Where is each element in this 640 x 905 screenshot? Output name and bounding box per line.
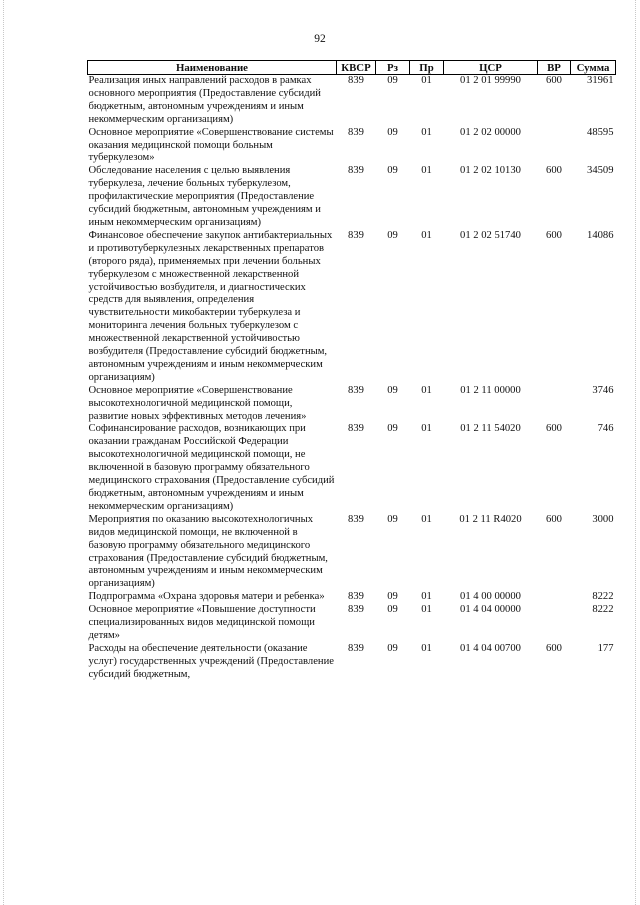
table-row <box>88 385 616 424</box>
row-kvsr: 839 <box>348 126 364 138</box>
header-name: Наименование <box>88 61 337 75</box>
row-name: Основное мероприятие «Повышение доступности специализированных видов медицинской помощи детям» <box>88 604 316 641</box>
row-sum: 3746 <box>592 384 614 396</box>
header-rz: Рз <box>376 61 410 75</box>
row-name: Мероприятия по оказанию высокотехнологичных видов медицинской помощи, не включенной в базовую программу обязательного медицинского страхования (Предоставление субсидий бюджетным, автономным учреждениям и иным некоммерческим организациям) <box>88 513 328 590</box>
row-kvsr: 839 <box>348 165 364 177</box>
row-csr: 01 2 02 10130 <box>460 165 521 177</box>
row-name: Подпрограмма «Охрана здоровья матери и ребенка» <box>88 591 325 603</box>
row-pr: 01 <box>421 591 432 603</box>
table-row <box>88 591 616 604</box>
row-name: Реализация иных направлений расходов в рамках основного мероприятия (Предоставление субсидий бюджетным, автономным учреждениям и иным некоммерческим организациям) <box>88 75 321 125</box>
page-number: 92 <box>314 33 326 45</box>
row-sum: 48595 <box>587 126 614 138</box>
row-rz: 09 <box>387 384 398 396</box>
row-rz: 09 <box>387 229 398 241</box>
header-sum: Сумма <box>571 61 616 75</box>
row-name: Основное мероприятие «Совершенствование системы оказания медицинской помощи больным туберкулезом» <box>88 126 334 164</box>
row-pr: 01 <box>421 126 432 138</box>
row-csr: 01 2 11 54020 <box>460 423 521 435</box>
row-csr: 01 2 11 00000 <box>460 384 521 396</box>
row-vr: 600 <box>546 642 562 654</box>
row-rz: 09 <box>387 513 398 525</box>
row-name: Софинансирование расходов, возникающих при оказании гражданам Российской Федерации высокотехнологичной медицинской помощи, не включенной в базовую программу обязательного медицинского страхования (Предоставление субсидий бюджетным, автономным учреждениям и иным некоммерческим организациям) <box>88 423 335 512</box>
row-csr: 01 4 00 00000 <box>460 591 521 603</box>
scan-edge-right <box>635 0 637 905</box>
row-pr: 01 <box>421 423 432 435</box>
row-csr: 01 2 02 00000 <box>460 126 521 138</box>
row-rz: 09 <box>387 591 398 603</box>
row-pr: 01 <box>421 229 432 241</box>
table-header-row <box>88 61 616 75</box>
row-pr: 01 <box>421 75 432 86</box>
row-name: Обследование населения с целью выявления туберкулеза, лечение больных туберкулезом, профилактические мероприятия (Предоставление субсидий бюджетным, автономным учреждениям и иным некоммерческим организациям) <box>88 165 321 228</box>
row-pr: 01 <box>421 513 432 525</box>
row-name: Финансовое обеспечение закупок антибактериальных и противотуберкулезных лекарственных препаратов (второго ряда), применяемых при лечении больных туберкулезом с множественной лекарственной устойчивостью возбудителя, и диагностических средств для выявления, определения чувствительности микобактерии туберкулеза и мониторинга лечения больных туберкулезом с множественной лекарственной устойчивостью возбудителя (Предоставление субсидий бюджетным, автономным учреждениям и иным некоммерческим организациям) <box>88 229 333 383</box>
row-vr: 600 <box>546 229 562 241</box>
row-csr: 01 2 02 51740 <box>460 229 521 241</box>
row-kvsr: 839 <box>348 75 364 86</box>
table-row <box>88 604 616 643</box>
table-row <box>88 75 616 127</box>
row-csr: 01 2 11 R4020 <box>459 513 522 525</box>
row-kvsr: 839 <box>348 513 364 525</box>
row-sum: 177 <box>597 642 614 654</box>
table-row <box>88 514 616 591</box>
row-sum: 8222 <box>592 591 614 603</box>
row-vr <box>538 604 571 643</box>
row-name: Расходы на обеспечение деятельности (оказание услуг) государственных учреждений (Предоставление субсидий бюджетным, <box>88 642 334 680</box>
header-kvsr: КВСР <box>337 61 376 75</box>
row-sum: 31961 <box>587 75 614 86</box>
header-pr: Пр <box>410 61 444 75</box>
row-sum: 34509 <box>587 165 614 177</box>
row-rz: 09 <box>387 75 398 86</box>
table-row <box>88 165 616 230</box>
table-row <box>88 230 616 385</box>
row-rz: 09 <box>387 126 398 138</box>
row-vr: 600 <box>546 75 562 86</box>
row-csr: 01 4 04 00000 <box>460 604 521 616</box>
row-rz: 09 <box>387 604 398 616</box>
table-row <box>88 643 616 682</box>
row-kvsr: 839 <box>348 642 364 654</box>
table-row <box>88 127 616 166</box>
row-vr <box>538 127 571 166</box>
row-pr: 01 <box>421 642 432 654</box>
row-vr: 600 <box>546 423 562 435</box>
row-vr <box>538 385 571 424</box>
row-kvsr: 839 <box>348 591 364 603</box>
row-pr: 01 <box>421 384 432 396</box>
row-pr: 01 <box>421 604 432 616</box>
row-vr: 600 <box>546 513 562 525</box>
table-row <box>88 423 616 513</box>
header-vr: ВР <box>538 61 571 75</box>
row-rz: 09 <box>387 642 398 654</box>
row-rz: 09 <box>387 423 398 435</box>
row-kvsr: 839 <box>348 423 364 435</box>
row-csr: 01 4 04 00700 <box>460 642 521 654</box>
row-rz: 09 <box>387 165 398 177</box>
row-kvsr: 839 <box>348 604 364 616</box>
row-vr: 600 <box>546 165 562 177</box>
row-kvsr: 839 <box>348 229 364 241</box>
row-sum: 746 <box>597 423 614 435</box>
row-pr: 01 <box>421 165 432 177</box>
scan-edge-left <box>3 0 5 905</box>
row-kvsr: 839 <box>348 384 364 396</box>
row-sum: 3000 <box>592 513 614 525</box>
row-sum: 8222 <box>592 604 614 616</box>
budget-table <box>87 60 616 682</box>
row-name: Основное мероприятие «Совершенствование высокотехнологичной медицинской помощи, развитие новых эффективных методов лечения» <box>88 384 307 422</box>
header-csr: ЦСР <box>444 61 538 75</box>
row-vr <box>538 591 571 604</box>
row-csr: 01 2 01 99990 <box>460 75 521 86</box>
row-sum: 14086 <box>587 229 614 241</box>
